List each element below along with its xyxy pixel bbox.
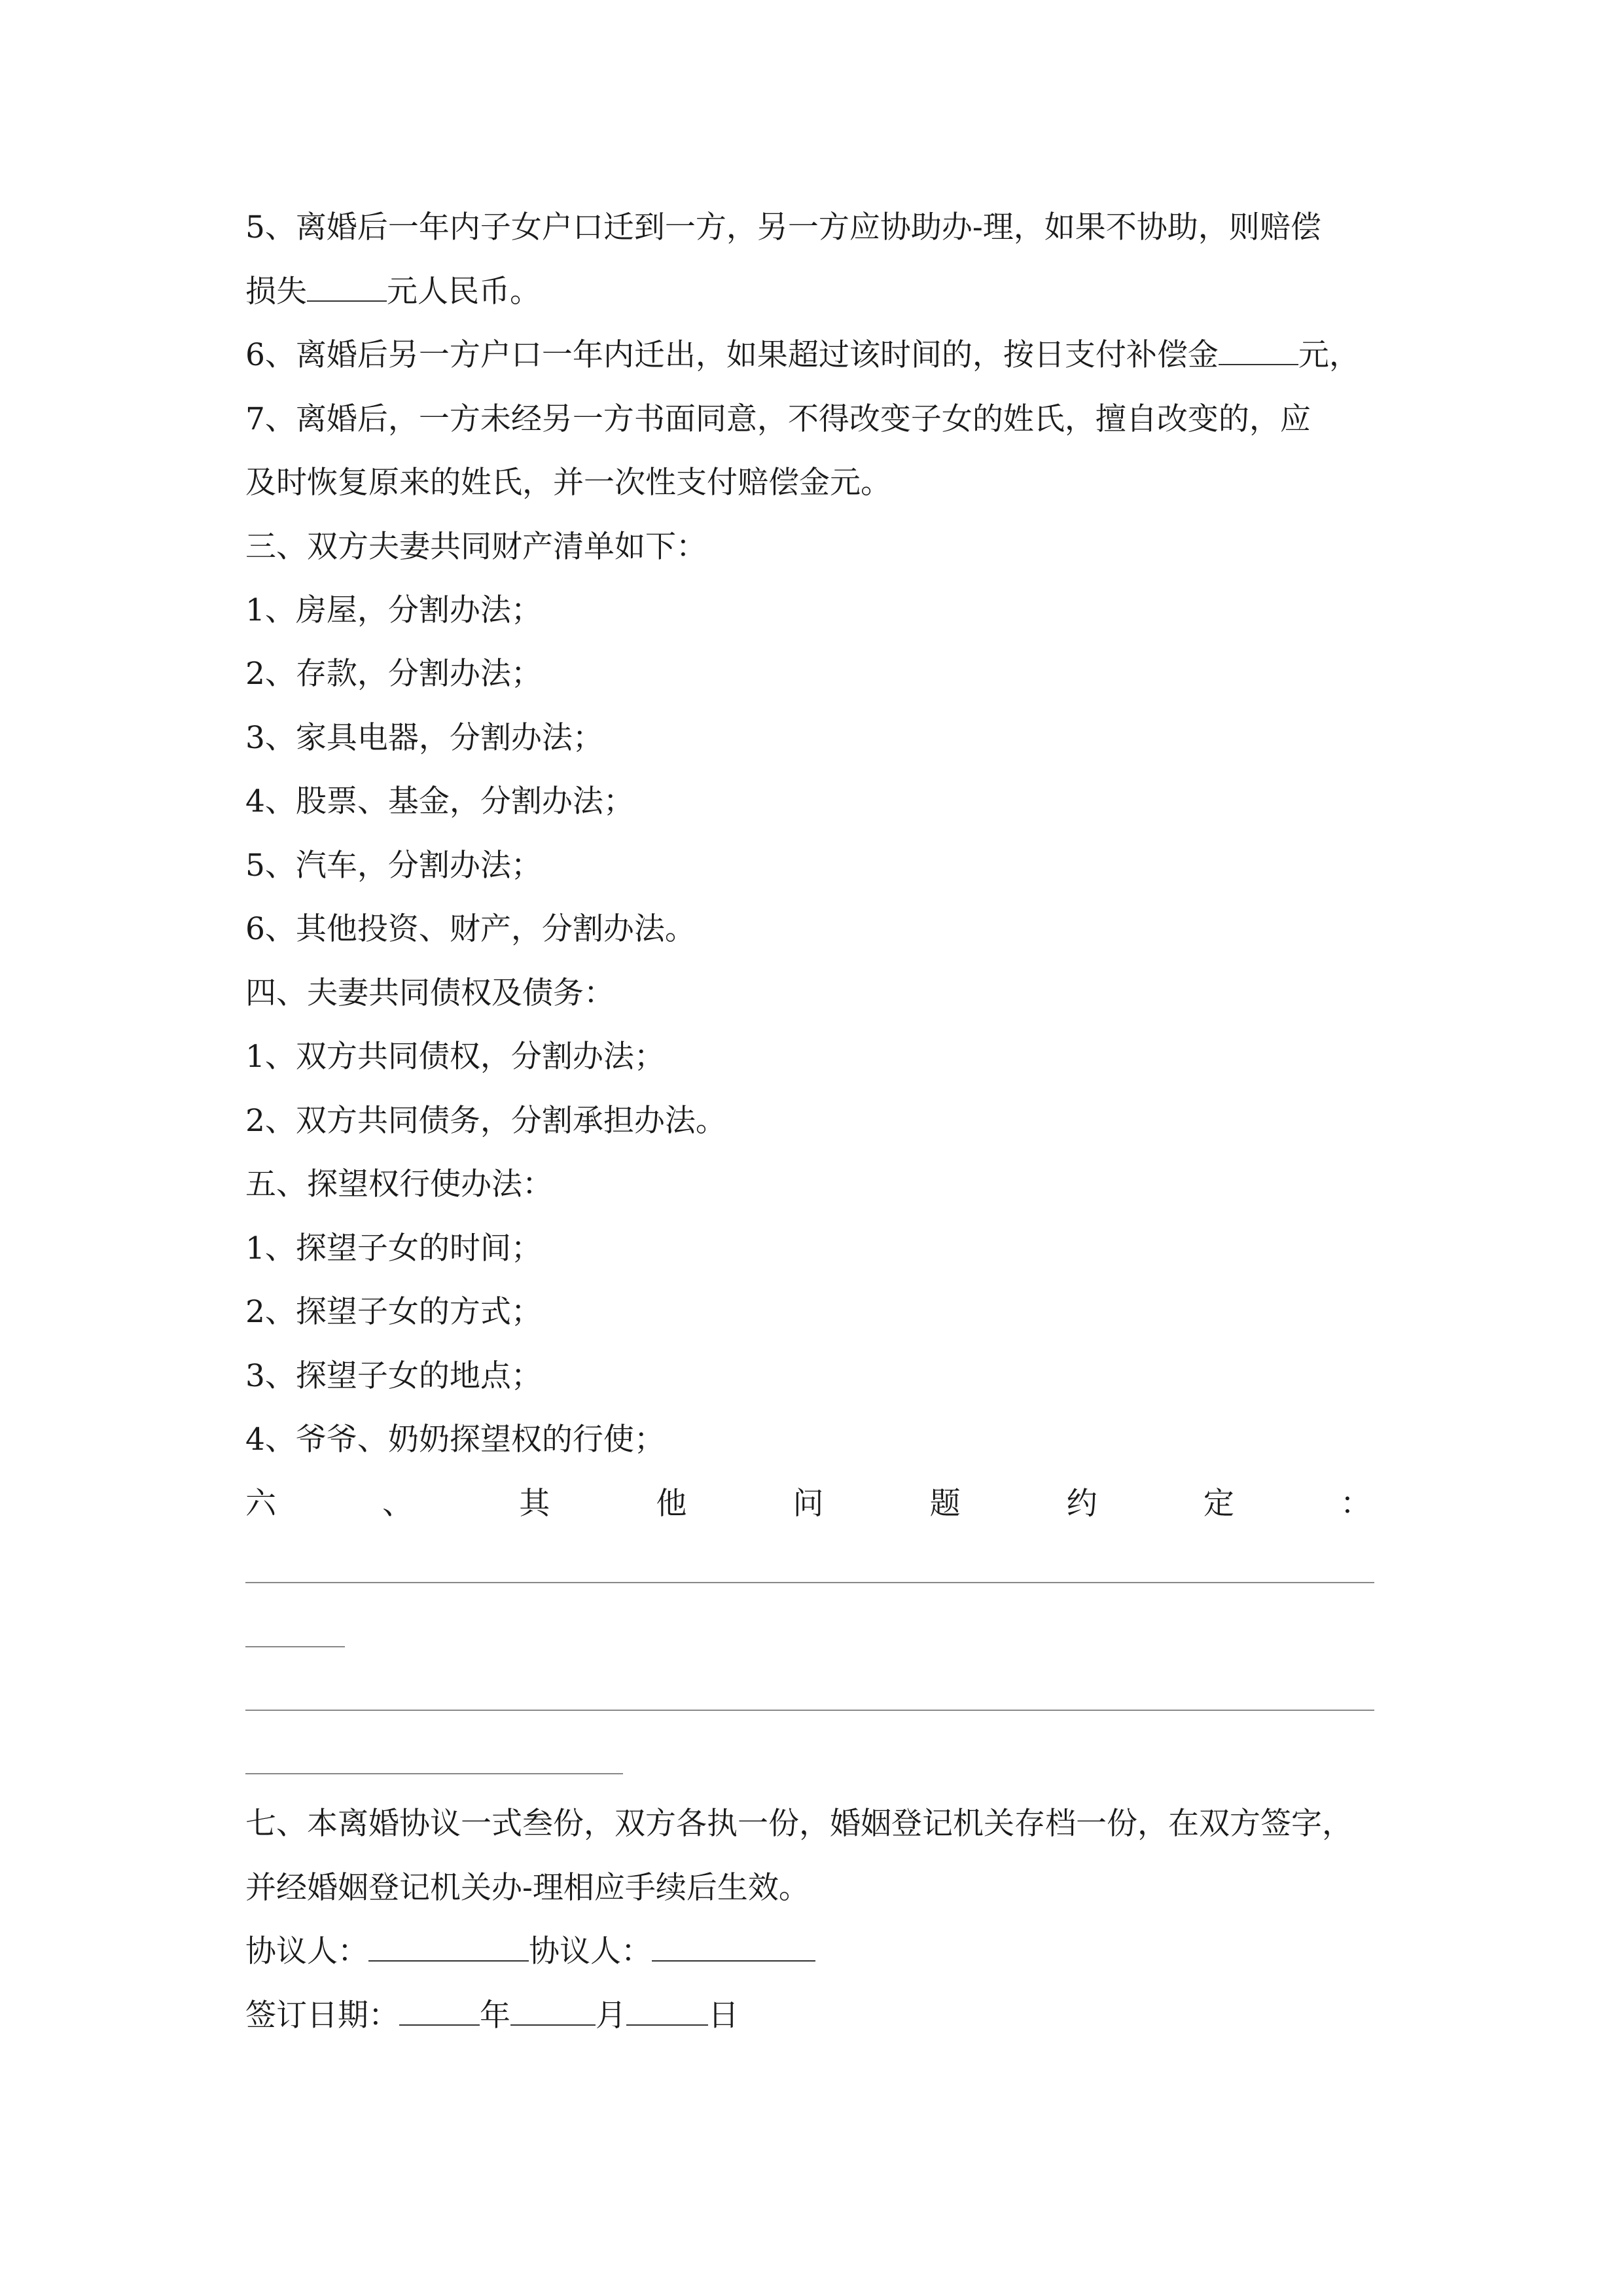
section-5-item: 4、爷爷、奶奶探望权的行使； xyxy=(245,1422,665,1458)
section-3-item: 4、股票、基金，分割办法； xyxy=(245,783,634,819)
daily-compensation-blank[interactable] xyxy=(1219,338,1298,365)
clause-6-unit: 元， xyxy=(1298,337,1360,373)
clause-5-loss-label: 损失 xyxy=(245,274,307,310)
date-row xyxy=(245,1996,1410,2036)
heading-char: 定 xyxy=(1203,1486,1234,1522)
section-4-heading: 四、夫妻共同债权及债务： xyxy=(245,975,615,1011)
month-blank[interactable] xyxy=(510,1998,596,2026)
other-matters-blank-line[interactable] xyxy=(245,1646,345,1647)
other-matters-blank-line[interactable] xyxy=(245,1582,1374,1583)
heading-char: 问 xyxy=(793,1486,824,1522)
section-7-line-2: 并经婚姻登记机关办-理相应手续后生效。 xyxy=(245,1870,810,1906)
section-5-item: 2、探望子女的方式； xyxy=(245,1294,542,1330)
section-3-item: 6、其他投资、财产，分割办法。 xyxy=(245,911,696,947)
section-4-item: 1、双方共同债权，分割办法； xyxy=(245,1039,665,1075)
section-3-heading: 三、双方夫妻共同财产清单如下： xyxy=(245,529,707,565)
clause-6-line xyxy=(245,336,1423,375)
date-label: 签订日期： xyxy=(245,1998,399,2034)
section-6-heading xyxy=(245,1484,1371,1524)
party-1-label: 协议人： xyxy=(245,1933,368,1969)
heading-char: 其 xyxy=(519,1486,550,1522)
section-5-heading: 五、探望权行使办法： xyxy=(245,1166,553,1202)
signature-row xyxy=(245,1932,1410,1971)
section-3-item: 1、房屋，分割办法； xyxy=(245,592,542,628)
clause-6-text: 6、离婚后另一方户口一年内迁出，如果超过该时间的，按日支付补偿金 xyxy=(245,337,1219,373)
other-matters-blank-line[interactable] xyxy=(245,1710,1374,1711)
heading-char: 、 xyxy=(382,1486,414,1522)
section-7-line-1: 七、本离婚协议一式叁份，双方各执一份，婚姻登记机关存档一份，在双方签字， xyxy=(245,1806,1353,1842)
year-label: 年 xyxy=(480,1998,510,2034)
section-3-item: 5、汽车，分割办法； xyxy=(245,848,542,884)
heading-char: 六 xyxy=(245,1486,276,1522)
party-2-signature-blank[interactable] xyxy=(652,1934,815,1962)
heading-char: ： xyxy=(1340,1486,1371,1522)
clause-5-line-2 xyxy=(245,272,1410,312)
section-4-item: 2、双方共同债务，分割承担办法。 xyxy=(245,1103,726,1139)
section-3-item: 3、家具电器，分割办法； xyxy=(245,720,603,756)
clause-5-currency-text: 元人民币。 xyxy=(387,274,541,310)
party-2-label: 协议人： xyxy=(529,1933,652,1969)
heading-char: 约 xyxy=(1066,1486,1097,1522)
heading-char: 题 xyxy=(929,1486,961,1522)
clause-5-line-1: 5、离婚后一年内子女户口迁到一方，另一方应协助办-理，如果不协助，则赔偿 xyxy=(245,209,1321,245)
clause-7-line-1: 7、离婚后，一方未经另一方书面同意，不得改变子女的姓氏，擅自改变的，应 xyxy=(245,401,1311,437)
day-label: 日 xyxy=(708,1998,739,2034)
clause-7-line-2: 及时恢复原来的姓氏，并一次性支付赔偿金元。 xyxy=(245,465,891,501)
heading-char: 他 xyxy=(656,1486,687,1522)
month-label: 月 xyxy=(596,1998,626,2034)
other-matters-blank-line[interactable] xyxy=(245,1773,623,1774)
compensation-amount-blank[interactable] xyxy=(307,274,387,302)
party-1-signature-blank[interactable] xyxy=(368,1934,529,1962)
section-5-item: 1、探望子女的时间； xyxy=(245,1230,542,1266)
section-5-item: 3、探望子女的地点； xyxy=(245,1358,542,1394)
year-blank[interactable] xyxy=(399,1998,480,2026)
section-3-item: 2、存款，分割办法； xyxy=(245,656,542,692)
day-blank[interactable] xyxy=(626,1998,708,2026)
